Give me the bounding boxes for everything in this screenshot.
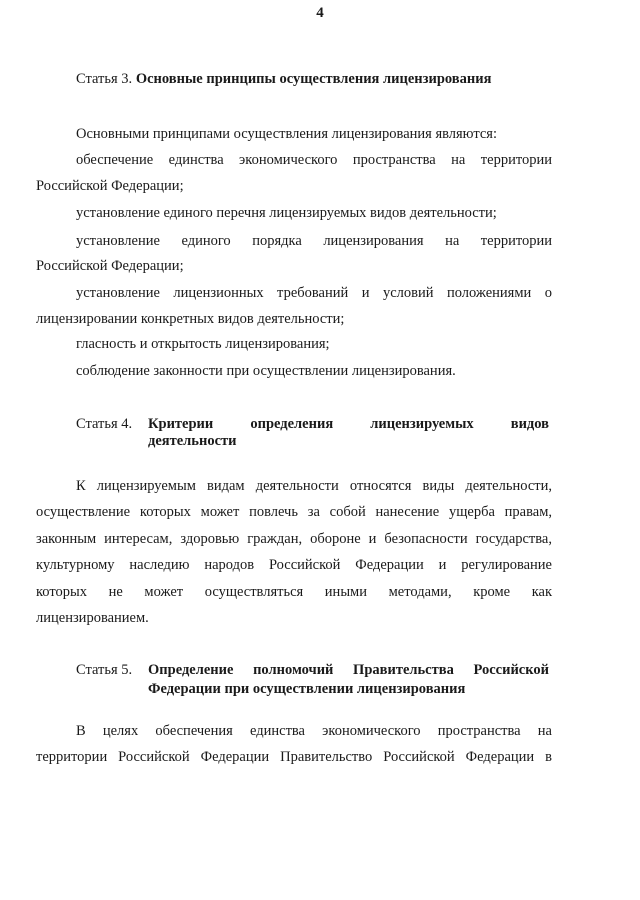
page-number: 4	[316, 5, 324, 21]
article-4-title-line-1: Критерии определения лицензируемых видов	[148, 416, 549, 432]
article-3-line-7: установление лицензионных требований и условий положениями о	[76, 285, 552, 301]
article-3-line-4: установление единого перечня лицензируемых видов деятельности;	[76, 205, 497, 221]
article-3-line-2: обеспечение единства экономического пространства на территории	[76, 152, 552, 168]
article-3-line-1: Основными принципами осуществления лицензирования являются:	[76, 126, 497, 142]
article-4-line-5: которых не может осуществляться иными методами, кроме как	[36, 584, 552, 600]
article-4-line-2: осуществление которых может повлечь за собой нанесение ущерба правам,	[36, 504, 552, 520]
article-3-line-8: лицензировании конкретных видов деятельности;	[36, 311, 345, 327]
article-5-title-line-1: Определение полномочий Правительства Российской	[148, 662, 549, 678]
article-3-line-3: Российской Федерации;	[36, 178, 184, 194]
article-5-title-line-2: Федерации при осуществлении лицензирования	[148, 681, 466, 697]
article-4-line-3: законным интересам, здоровью граждан, обороне и безопасности государства,	[36, 531, 552, 547]
article-4-line-6: лицензированием.	[36, 610, 149, 626]
article-3-line-6: Российской Федерации;	[36, 258, 184, 274]
article-3-line-5: установление единого порядка лицензирования на территории	[76, 233, 552, 249]
article-5-number: Статья 5.	[76, 662, 133, 678]
article-3-line-9: гласность и открытость лицензирования;	[76, 336, 330, 352]
article-3-heading	[76, 70, 491, 88]
article-5-line-2: территории Российской Федерации Правительство Российской Федерации в	[36, 749, 552, 765]
article-4-number: Статья 4.	[76, 416, 133, 432]
article-3-title: Основные принципы осуществления лицензирования	[135, 71, 492, 87]
article-4-title-line-2: деятельности	[148, 433, 237, 449]
article-3-line-10: соблюдение законности при осуществлении лицензирования.	[76, 363, 456, 379]
article-3-number: Статья 3.	[76, 71, 133, 87]
article-5-line-1: В целях обеспечения единства экономического пространства на	[76, 723, 552, 739]
article-4-line-1: К лицензируемым видам деятельности относятся виды деятельности,	[76, 478, 552, 494]
article-4-line-4: культурному наследию народов Российской Федерации и регулирование	[36, 557, 552, 573]
